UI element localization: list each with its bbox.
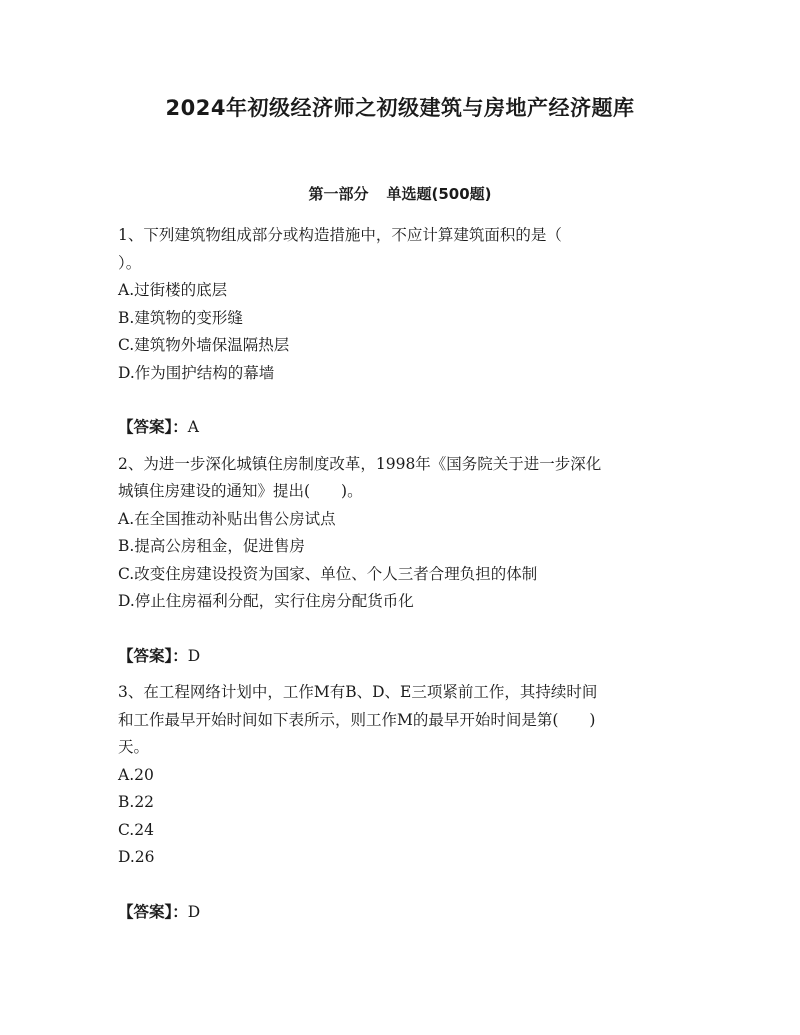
question-list [118,222,688,930]
option-b: B.建筑物的变形缝 [118,308,243,327]
question-stem-line: 1、下列建筑物组成部分或构造措施中，不应计算建筑面积的是（ [118,226,562,244]
answer-label: 【答案】： [118,418,188,436]
question-stem-line: 城镇住房建设的通知》提出( )。 [118,482,363,500]
document-title: 2024年初级经济师之初级建筑与房地产经济题库 [165,96,635,120]
answer-label: 【答案】： [118,902,188,921]
section-heading [0,183,800,204]
option-c: C.24 [118,820,154,839]
option-a: A.在全国推动补贴出售公房试点 [118,509,336,528]
section-name: 单选题(500题) [386,185,492,203]
question-2 [118,451,688,671]
option-b: B.22 [118,793,155,811]
section-part: 第一部分 [308,185,369,203]
option-d: D.停止住房福利分配，实行住房分配货币化 [118,592,414,610]
answer-line [118,899,688,927]
answer-value: D [187,902,201,921]
answer-line [118,643,688,671]
answer-value: A [187,418,199,436]
question-stem-line: 天。 [118,738,150,756]
answer-label: 【答案】： [118,646,188,665]
question-1 [118,222,688,442]
option-a: A.20 [118,765,154,784]
answer-value: D [187,646,201,665]
option-c: C.改变住房建设投资为国家、单位、个人三者合理负担的体制 [118,564,538,583]
option-d: D.26 [118,848,155,866]
option-d: D.作为围护结构的幕墙 [118,363,275,382]
question-stem-line: 3、在工程网络计划中，工作M有B、D、E三项紧前工作，其持续时间 [118,683,598,701]
question-3 [118,679,688,926]
question-stem-line: 和工作最早开始时间如下表所示，则工作M的最早开始时间是第( ) [118,710,596,729]
answer-line [118,414,688,442]
option-c: C.建筑物外墙保温隔热层 [118,336,290,354]
option-a: A.过街楼的底层 [118,281,228,299]
question-stem-line: 2、为进一步深化城镇住房制度改革，1998年《国务院关于进一步深化 [118,454,602,473]
option-b: B.提高公房租金，促进售房 [118,537,305,555]
question-stem-line: ）。 [118,253,142,272]
